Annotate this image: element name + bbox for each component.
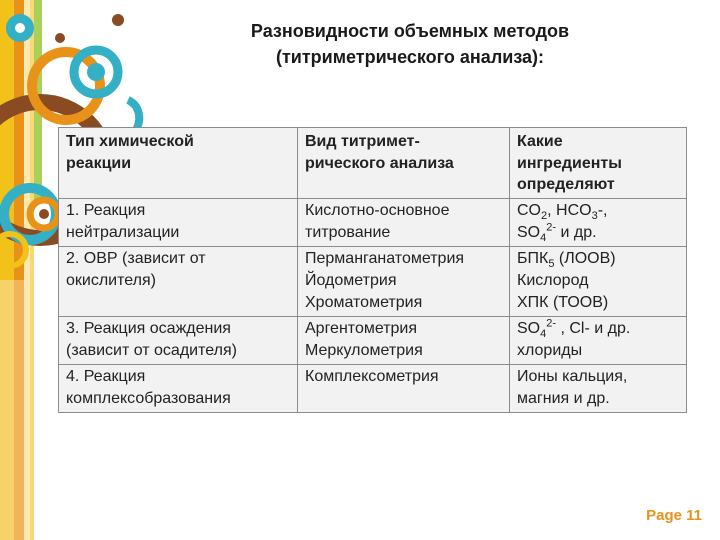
header-text: Тип химической xyxy=(66,133,194,150)
cell-reaction xyxy=(59,316,298,364)
cell-text: $БПК_5$ (ЛООВ) xyxy=(517,249,616,270)
header-text: ингредиенты xyxy=(517,154,622,172)
cell-text: ХПК (ТООВ) xyxy=(517,293,609,311)
cell-ingredients xyxy=(510,246,687,316)
cell-method xyxy=(298,246,510,316)
cell-text: Йодометрия xyxy=(305,271,397,289)
titration-methods-table xyxy=(58,127,687,413)
table-header-row xyxy=(59,128,687,199)
cell-text: $SO_4^{2-}$ и др. xyxy=(517,221,597,244)
cell-ingredients xyxy=(510,316,687,364)
cell-text: нейтрализации xyxy=(66,223,180,241)
cell-text: комплексобразования xyxy=(66,389,231,407)
cell-text: магния и др. xyxy=(517,389,610,407)
cell-method xyxy=(298,364,510,412)
cell-text: 4. Реакция xyxy=(66,367,146,385)
cell-text: (зависит от осадителя) xyxy=(66,341,237,359)
table-row xyxy=(59,316,687,364)
slide-title xyxy=(150,18,670,70)
cell-method xyxy=(298,198,510,246)
page-number: Page 11 xyxy=(646,507,702,524)
cell-ingredients xyxy=(510,198,687,246)
cell-text: Кислотно-основное xyxy=(305,201,450,219)
cell-method xyxy=(298,316,510,364)
cell-text: Комплексометрия xyxy=(305,367,439,385)
cell-text: $SO_4^{2-}$ , Cl- и др. xyxy=(517,317,631,340)
cell-text: Кислород xyxy=(517,271,589,289)
header-text: Вид титримет- xyxy=(305,133,420,150)
title-line-1: Разновидности объемных методов xyxy=(250,21,570,41)
cell-text: хлориды xyxy=(517,341,583,359)
table-row xyxy=(59,246,687,316)
cell-text: Хроматометрия xyxy=(305,293,423,311)
header-text: определяют xyxy=(517,176,615,193)
cell-text: $CO_2$, $HCO_3-$, xyxy=(517,201,608,222)
cell-reaction xyxy=(59,198,298,246)
cell-text: Перманганатометрия xyxy=(305,249,465,267)
cell-text: Аргентометрия xyxy=(305,319,418,337)
cell-text: титрование xyxy=(305,223,391,241)
cell-text: окислителя) xyxy=(66,271,156,289)
cell-text: 3. Реакция осаждения xyxy=(66,319,231,337)
header-reaction-type xyxy=(59,128,298,199)
title-line-2: (титриметрического анализа): xyxy=(275,47,545,67)
table-row xyxy=(59,198,687,246)
cell-ingredients xyxy=(510,364,687,412)
table-row xyxy=(59,364,687,412)
cell-text: 1. Реакция xyxy=(66,201,146,219)
cell-text: 2. ОВР (зависит от xyxy=(66,249,206,267)
cell-text: Меркулометрия xyxy=(305,341,423,359)
header-ingredients xyxy=(510,128,687,199)
header-text: реакции xyxy=(66,154,132,172)
header-analysis-type xyxy=(298,128,510,199)
header-text: Какие xyxy=(517,133,563,150)
cell-reaction xyxy=(59,364,298,412)
cell-reaction xyxy=(59,246,298,316)
cell-text: Ионы кальция, xyxy=(517,367,628,385)
header-text: рического анализа xyxy=(305,154,454,172)
